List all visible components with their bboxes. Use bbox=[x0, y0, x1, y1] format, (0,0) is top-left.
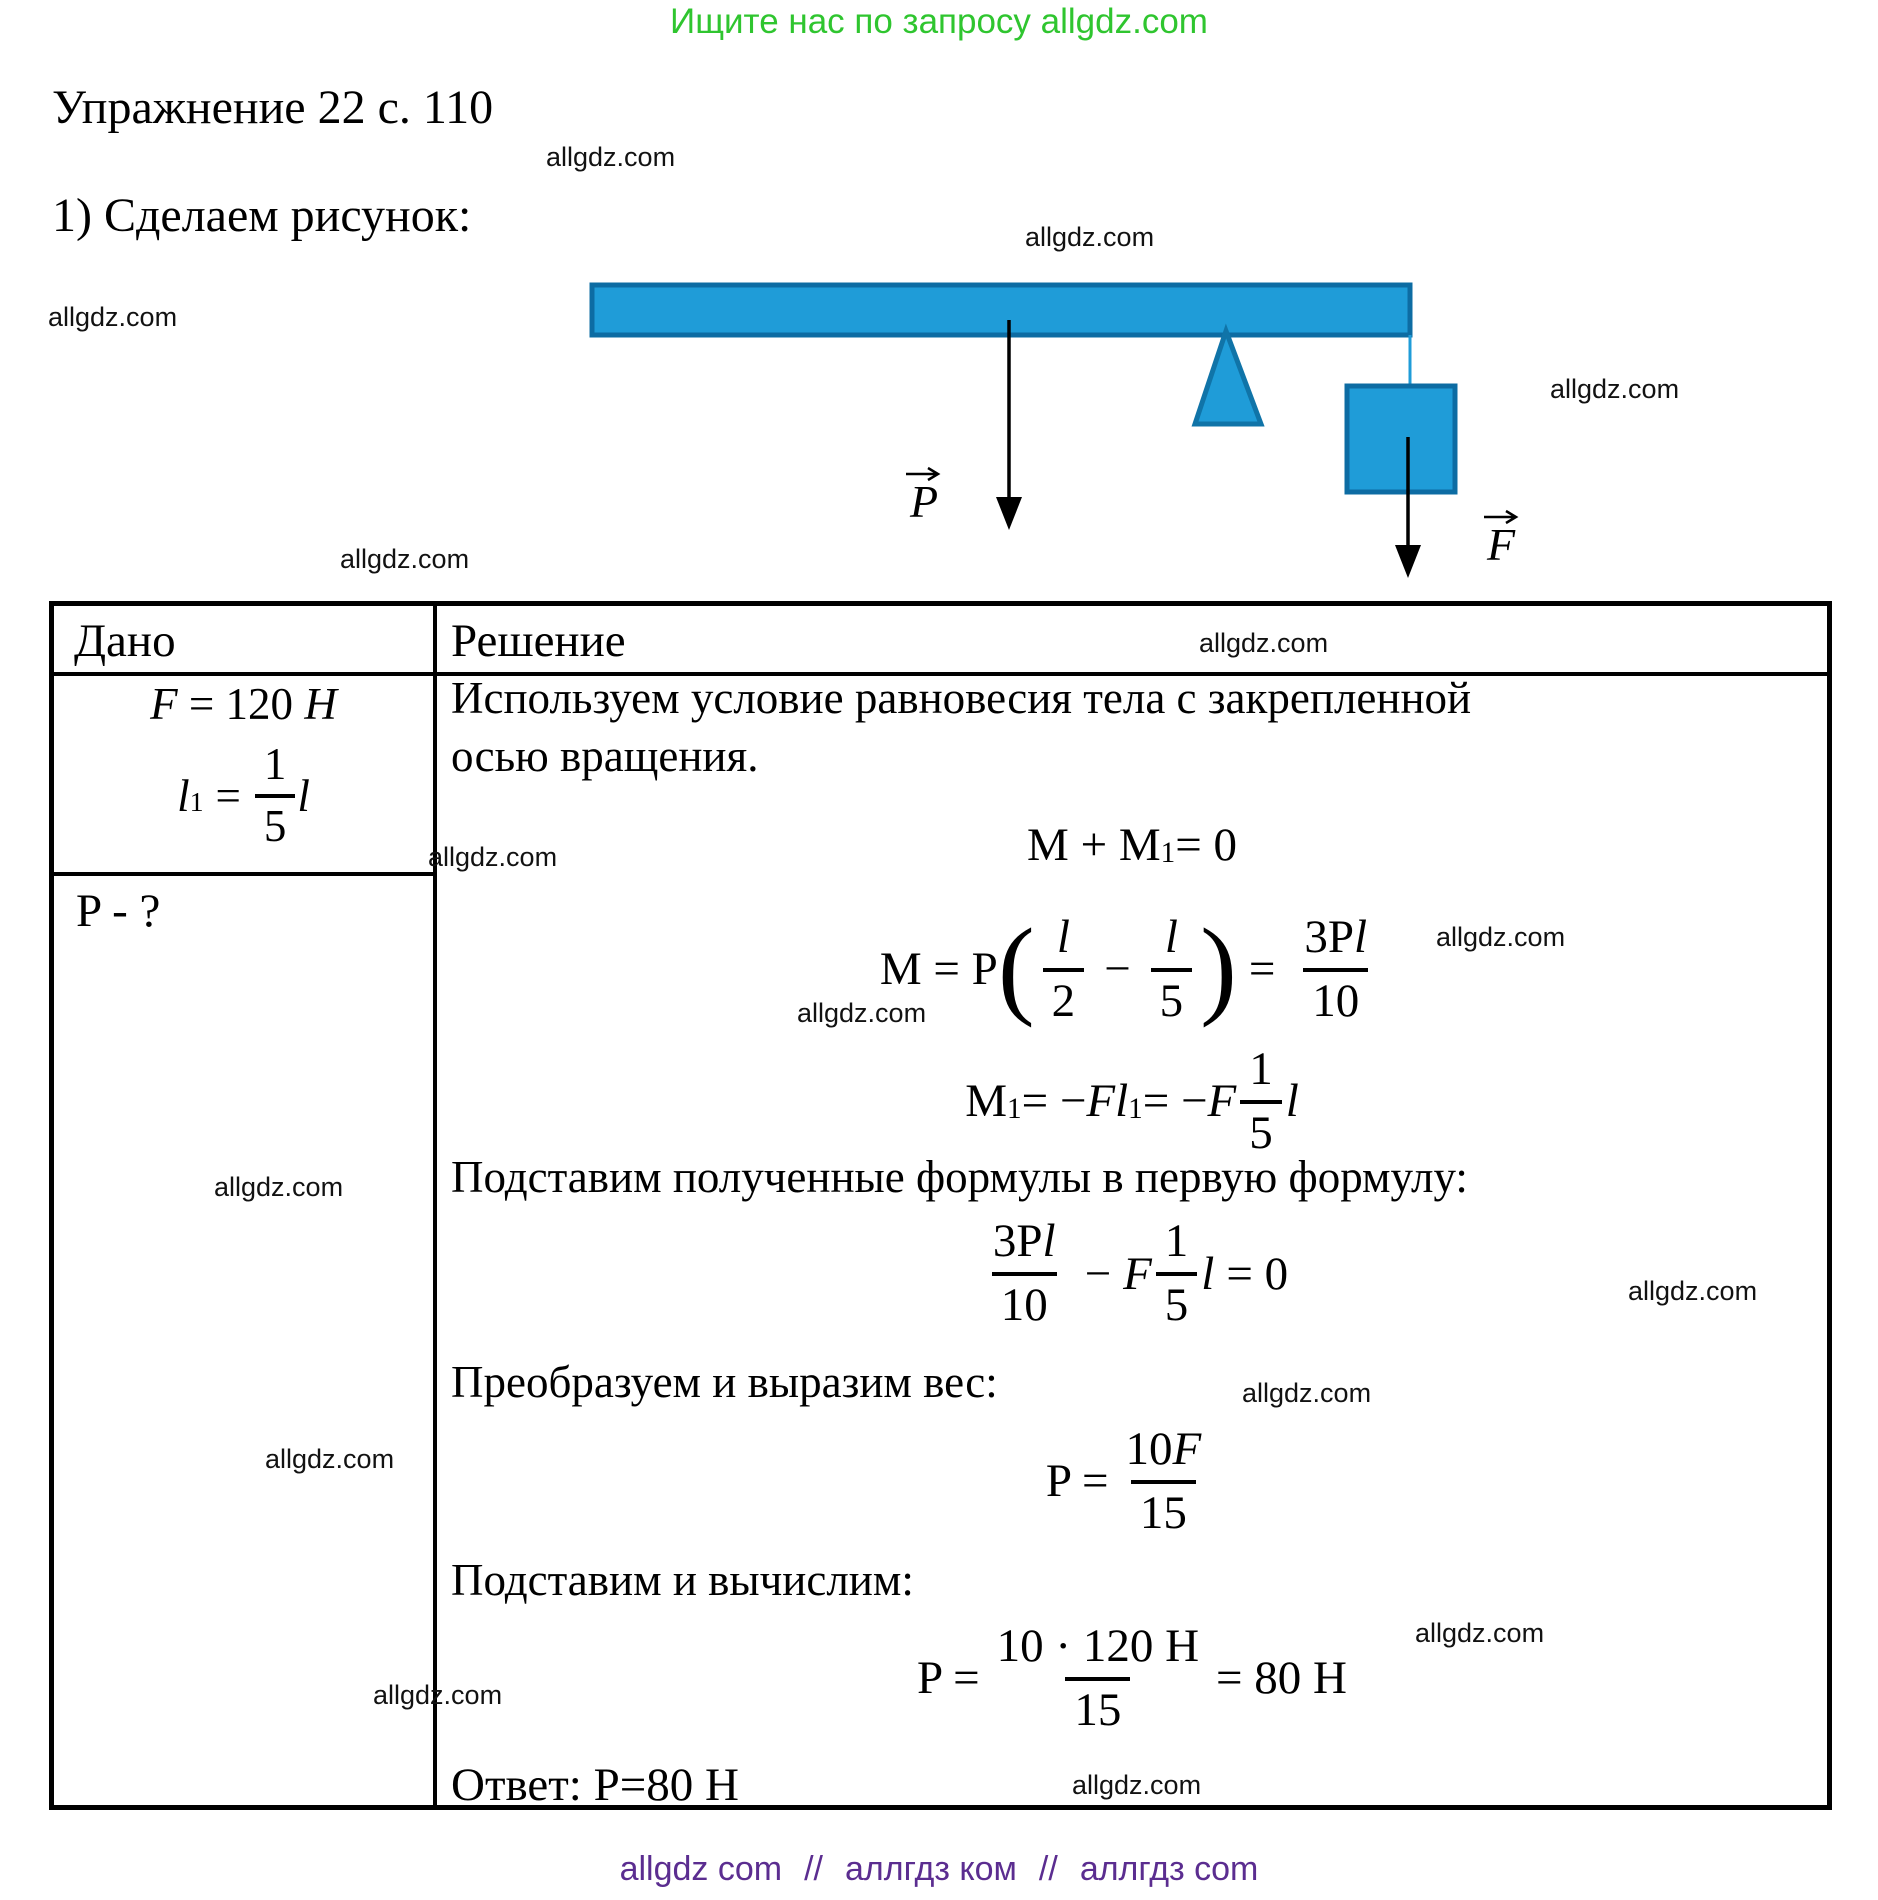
watermark: allgdz.com bbox=[797, 998, 927, 1028]
solution-header: Решение bbox=[451, 615, 626, 667]
watermark: allgdz.com bbox=[1025, 222, 1155, 252]
given-length-l: l bbox=[297, 770, 310, 821]
watermark: allgdz.com bbox=[265, 1444, 395, 1474]
equation-moment-m: M = P ( $\frac{l}{2}$ − $\frac{l}{5}$ ) = $\frac{3Pl}{10}$ bbox=[437, 894, 1827, 1044]
watermark: allgdz.com bbox=[1550, 374, 1680, 404]
watermark: allgdz.com bbox=[546, 142, 676, 172]
given-divider bbox=[54, 872, 437, 876]
lever-beam bbox=[592, 285, 1410, 335]
solution-intro-line2: осью вращения. bbox=[451, 731, 759, 781]
step1-label: 1) Сделаем рисунок: bbox=[52, 189, 472, 242]
solution-text-substitute: Подставим полученные формулы в первую формулу: bbox=[451, 1152, 1468, 1202]
watermark: allgdz.com bbox=[1199, 628, 1329, 658]
fraction-l-2: $\frac{l}{2}$ bbox=[1043, 914, 1085, 1025]
solution-text-transform: Преобразуем и выразим вес: bbox=[451, 1357, 998, 1407]
footer-site-3: аллгдз com bbox=[1079, 1850, 1259, 1888]
watermark: allgdz.com bbox=[1436, 922, 1566, 952]
watermark: allgdz.com bbox=[373, 1680, 503, 1710]
given-length-subscript: 1 bbox=[189, 787, 204, 819]
svg-text:F: F bbox=[1487, 519, 1516, 570]
watermark: allgdz.com bbox=[214, 1172, 344, 1202]
equals-sign: = bbox=[215, 770, 241, 821]
footer bbox=[0, 1850, 1878, 1889]
watermark: allgdz.com bbox=[1415, 1618, 1545, 1648]
p-force-arrow bbox=[996, 320, 1022, 530]
fraction-numeric: $\frac{10 \cdot 120 Н}{15}$ bbox=[996, 1619, 1200, 1736]
footer-separator: // bbox=[804, 1850, 824, 1888]
fraction-3pl-10: $\frac{3Pl}{10}$ bbox=[1304, 910, 1368, 1027]
watermark: allgdz.com bbox=[1628, 1276, 1758, 1306]
fraction-one-fifth: $\frac{1}{5}$ bbox=[255, 742, 296, 849]
fulcrum-triangle bbox=[1195, 331, 1261, 424]
fraction-one-fifth: $\frac{1}{5}$ bbox=[1156, 1218, 1198, 1329]
equation-moments-sum: M + M 1 = 0 bbox=[1027, 819, 1237, 871]
answer-line: Ответ: P=80 Н bbox=[451, 1759, 739, 1811]
fraction-10f-15: $\frac{10F}{15}$ bbox=[1125, 1422, 1202, 1539]
given-length bbox=[54, 739, 433, 851]
equation-result: P = $\frac{10 \cdot 120 Н}{15}$ = 80 Н bbox=[917, 1619, 1347, 1736]
given-force-symbol: F bbox=[150, 679, 178, 729]
p-vector-label bbox=[906, 468, 938, 527]
footer-separator: // bbox=[1038, 1850, 1058, 1888]
watermark: allgdz.com bbox=[1242, 1378, 1372, 1408]
equation-combined: $\frac{3Pl}{10}$ − F $\frac{1}{5}$ l = 0 bbox=[437, 1211, 1827, 1336]
svg-text:P: P bbox=[910, 476, 939, 527]
solution-text-calculate: Подставим и вычислим: bbox=[451, 1555, 914, 1605]
given-length-symbol: l bbox=[177, 770, 190, 821]
promo-banner: Ищите нас по запросу allgdz.com bbox=[670, 2, 1208, 41]
given-force bbox=[54, 678, 433, 730]
f-vector-label bbox=[1484, 511, 1516, 570]
footer-site-2: аллгдз ком bbox=[845, 1850, 1017, 1888]
solution-intro-line1: Используем условие равновесия тела с закрепленной bbox=[451, 673, 1472, 723]
watermark: allgdz.com bbox=[340, 544, 470, 574]
equation-weight: P = $\frac{10F}{15}$ bbox=[437, 1418, 1827, 1544]
given-force-unit: Н bbox=[304, 679, 337, 729]
watermark: allgdz.com bbox=[1072, 1770, 1202, 1800]
footer-site-1: allgdz com bbox=[619, 1850, 783, 1888]
find-quantity: P - ? bbox=[76, 885, 161, 937]
fraction-l-5: $\frac{l}{5}$ bbox=[1151, 914, 1193, 1025]
fraction-3pl-10: $\frac{3Pl}{10}$ bbox=[992, 1215, 1056, 1331]
watermark: allgdz.com bbox=[428, 842, 558, 872]
solution-table bbox=[49, 601, 1832, 1810]
watermark: allgdz.com bbox=[48, 302, 178, 332]
weight-square bbox=[1347, 386, 1455, 492]
fraction-one-fifth: $\frac{1}{5}$ bbox=[1240, 1046, 1282, 1157]
equation-moment-m1: M 1 = − Fl 1 = − F $\frac{1}{5}$ l bbox=[965, 1042, 1299, 1159]
given-header: Дано bbox=[74, 615, 176, 667]
page-title: Упражнение 22 с. 110 bbox=[52, 81, 494, 134]
given-force-eq: = 120 bbox=[177, 679, 305, 729]
